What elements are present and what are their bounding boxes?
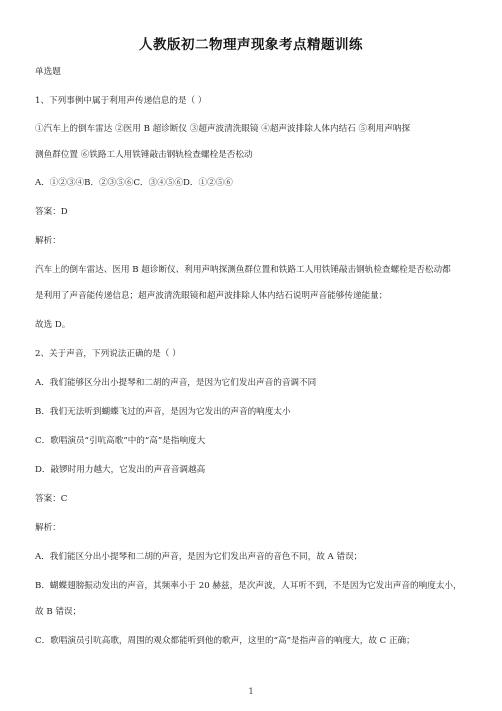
q1-answer: 答案：D: [35, 207, 68, 217]
q1-stem: 1、下列事例中属于利用声传递信息的是（ ）: [35, 96, 207, 106]
q1-choices: A．①②③④B．②③⑤⑥C．③④⑤⑥D．①②⑤⑥: [35, 178, 233, 188]
q2-stem: 2、关于声音，下列说法正确的是（ ）: [35, 349, 181, 359]
q1-options-line-2: 测鱼群位置 ⑥铁路工人用铁锤敲击钢轨检查螺栓是否松动: [35, 150, 253, 160]
q2-option-a: A．我们能够区分出小提琴和二胡的声音，是因为它们发出声音的音调不同: [35, 378, 317, 388]
document-title: 人教版初二物理声现象考点精题训练: [139, 37, 363, 53]
q1-options-line-1: ①汽车上的倒车雷达 ②医用 B 超诊断仪 ③超声波清洗眼镜 ④超声波排除人体内结石 ⑤利用声呐探: [35, 124, 411, 134]
q2-analysis-b-line-2: 故 B 错误；: [35, 607, 82, 617]
q2-analysis-b-line-1: B．蝴蝶翅膀振动发出的声音，其频率小于 20 赫兹，是次声波，人耳听不到，不是因为它发出声音的响度太小，: [35, 581, 462, 591]
q2-option-d: D．敲锣时用力越大，它发出的声音音调越高: [35, 465, 206, 475]
q2-answer: 答案：C: [35, 494, 68, 504]
q2-option-b: B．我们无法听到蝴蝶飞过的声音，是因为它发出的声音的响度太小: [35, 407, 291, 417]
page-number: 1: [248, 687, 254, 696]
q2-analysis-c: C．歌唱演员引吭高歌，周围的观众都能听到他的歌声，这里的“高”是指声音的响度大，故 C 正确；: [35, 636, 415, 646]
q2-analysis-a: A．我们能区分出小提琴和二胡的声音，是因为它们发出声音的音色不同，故 A 错误；: [35, 552, 363, 562]
q2-option-c: C．歌唱演员“引吭高歌”中的“高”是指响度大: [35, 436, 206, 446]
section-heading: 单选题: [35, 67, 61, 77]
q2-analysis-label: 解析：: [35, 523, 61, 533]
q1-conclusion: 故选 D。: [35, 320, 71, 330]
q1-analysis-line-1: 汽车上的倒车雷达、医用 B 超诊断仪、利用声呐探测鱼群位置和铁路工人用铁锤敲击钢轨检查螺栓是否松动都: [35, 265, 451, 275]
q1-analysis-label: 解析：: [35, 236, 61, 246]
q1-analysis-line-2: 是利用了声音能传递信息；超声波清洗眼镜和超声波排除人体内结石说明声音能够传递能量；: [35, 291, 388, 301]
